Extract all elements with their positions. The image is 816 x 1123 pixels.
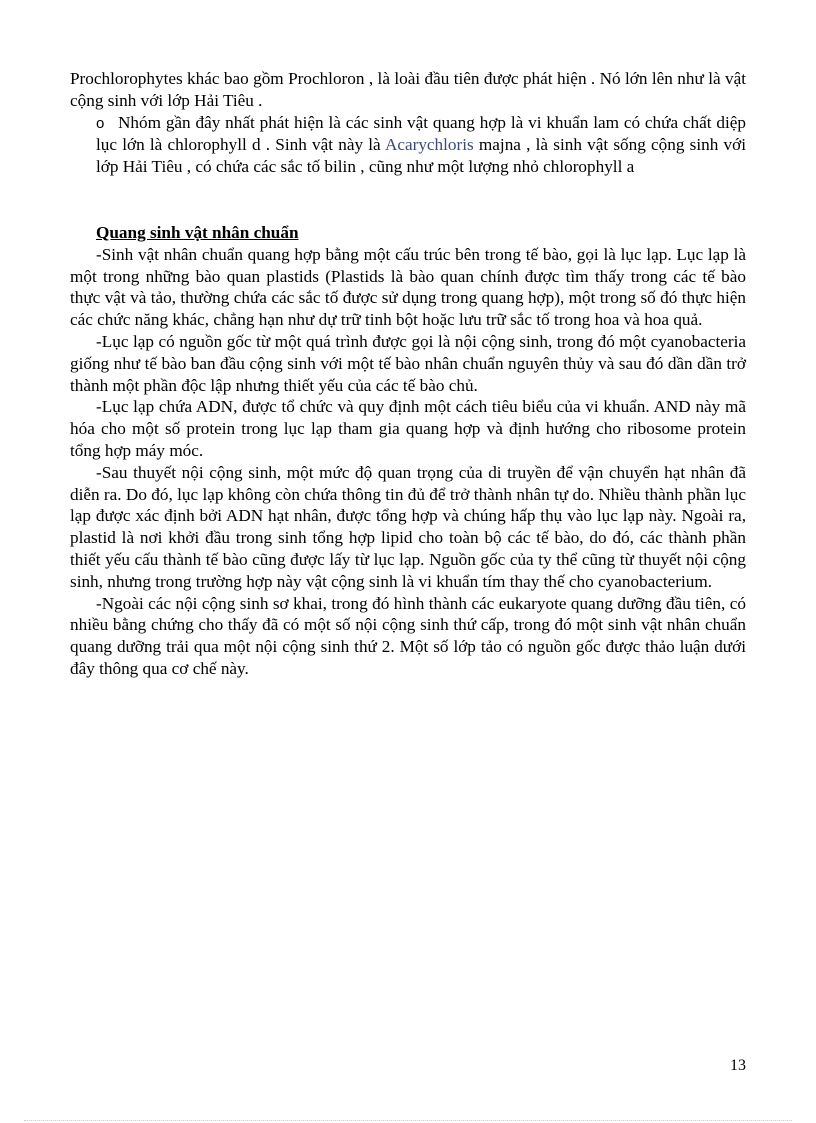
bullet-text-start: Nhóm gần đây nhất phát hiện là các sinh vật quang hợp là vi khuẩn lam có chứa chất diệp lục lớn là chlorophyll d . Sinh vật này là [96, 112, 746, 155]
body-paragraph: -Sinh vật nhân chuẩn quang hợp bằng một cấu trúc bên trong tế bào, gọi là lục lạp. Lục lạp là một trong những bào quan plastids (Plastids là bào quan chính được tìm thấy trong các tế bào thực vật và tảo, thường chứa các sắc tố được sử dụng trong quang hợp), một trong số đó thực hiện các chức năng khác, chẳng hạn như dự trữ tinh bột hoặc lưu trữ sắc tố trong hoa và hoa quả. [70, 244, 746, 330]
page-bottom-border [24, 1120, 792, 1121]
document-page [70, 68, 746, 680]
page-number: 13 [730, 1057, 746, 1074]
body-paragraph: -Sau thuyết nội cộng sinh, một mức độ quan trọng của di truyền để vận chuyển hạt nhân đã diễn ra. Do đó, lục lạp không còn chứa thông tin đủ để trở thành nhân tự do. Nhiều thành phần lục lạp được xác định bởi ADN hạt nhân, được tổng hợp và chúng hấp thụ vào lục lạp này. Ngoài ra, plastid là nơi khởi đầu trong sinh tổng hợp lipid cho toàn bộ các tế bào, do đó, các thành phần thiết yếu cấu thành tế bào cũng được lấy từ lục lạp. Nguồn gốc của ty thể cũng từ thuyết nội cộng sinh, nhưng trong trường hợp này vật cộng sinh là vi khuẩn tím thay thế cho cyanobacterium. [70, 462, 746, 591]
intro-paragraph: Prochlorophytes khác bao gồm Prochloron , là loài đầu tiên được phát hiện . Nó lớn lên như là vật cộng sinh với lớp Hải Tiêu . [70, 69, 746, 110]
body-paragraph: -Ngoài các nội cộng sinh sơ khai, trong đó hình thành các eukaryote quang dưỡng đầu tiên, có nhiều bằng chứng cho thấy đã có một số nội cộng sinh thứ cấp, trong đó một sinh vật nhân chuẩn quang dưỡng trải qua một nội cộng sinh thứ 2. Một số lớp tảo có nguồn gốc được thảo luận dưới đây thông qua cơ chế này. [70, 593, 746, 678]
section-spacer [70, 178, 746, 222]
bullet-species-name: Acarychloris [384, 135, 474, 155]
bullet-circle-icon: o [96, 114, 105, 132]
bullet-paragraph [70, 112, 746, 178]
section-heading: Quang sinh vật nhân chuẩn [96, 222, 299, 242]
bullet-text-end: majna , là sinh vật sống cộng sinh với lớp Hải Tiêu , có chứa các sắc tố bilin , cũng như một lượng nhỏ chlorophyll a [96, 135, 746, 177]
body-paragraph: -Lục lạp có nguồn gốc từ một quá trình được gọi là nội cộng sinh, trong đó một cyanobacteria giống như tế bào ban đầu cộng sinh với một tế bào nhân chuẩn nguyên thủy và sau đó dần dần trở thành một phần độc lập nhưng thiết yếu của các tế bào chủ. [70, 331, 746, 395]
body-paragraph: -Lục lạp chứa ADN, được tổ chức và quy định một cách tiêu biểu của vi khuẩn. AND này mã hóa cho một số protein trong lục lạp tham gia quang hợp và định hướng cho ribosome protein tổng hợp máy móc. [70, 397, 746, 460]
